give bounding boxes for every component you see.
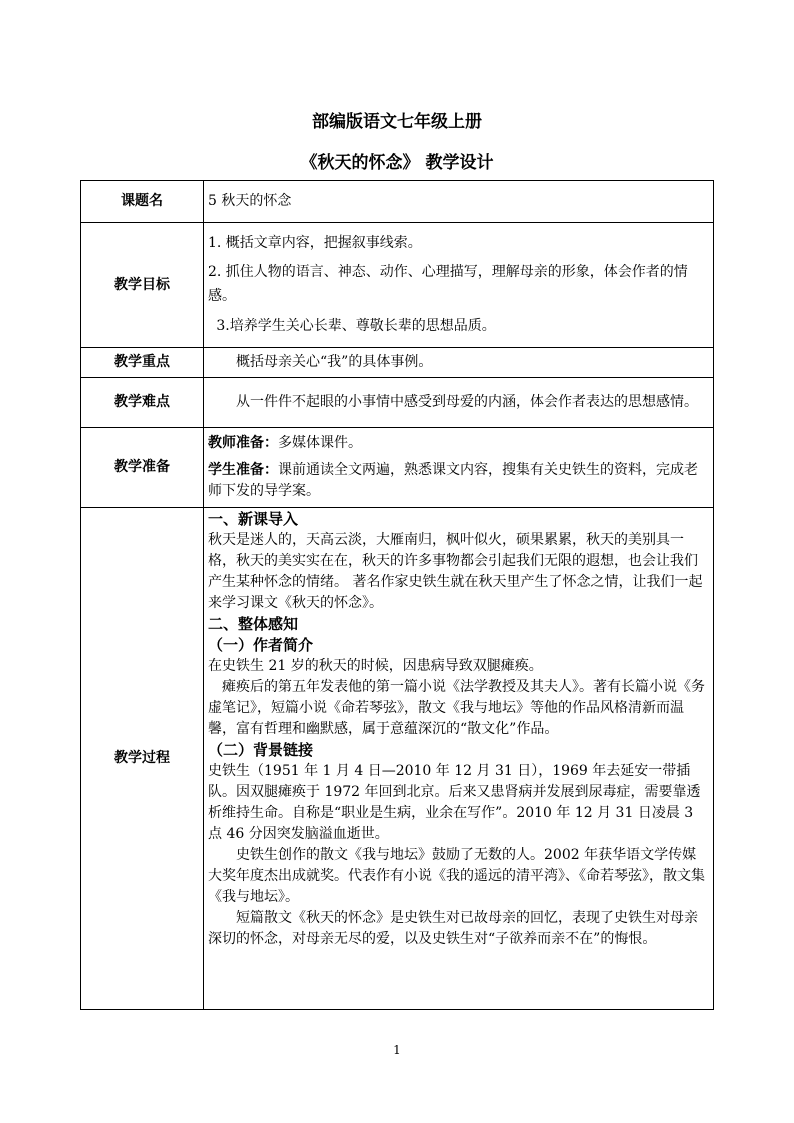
goal-item-3: 3.培养学生关心长辈、尊敬长辈的思想品质。 bbox=[216, 318, 496, 334]
table-row-prep bbox=[81, 428, 714, 508]
author-paragraph-1: 在史铁生 21 岁的秋天的时候，因患病导致双腿瘫痪。 bbox=[208, 658, 543, 674]
background-paragraph-3: 短篇散文《秋天的怀念》是史铁生对已故母亲的回忆，表现了史铁生对母亲深切的怀念，对母亲无尽的爱，以及史铁生对“子欲养而亲不在”的悔恨。 bbox=[208, 910, 698, 947]
goals-content bbox=[204, 223, 714, 348]
student-prep-text: 课前通读全文两遍，熟悉课文内容，搜集有关史铁生的资料，完成老师下发的导学案。 bbox=[208, 462, 698, 499]
background-paragraph-2: 史铁生创作的散文《我与地坛》鼓励了无数的人。2002 年获华语文学传媒大奖年度杰出成就奖。代表作有小说《我的遥远的清平湾》、《命若琴弦》，散文集《我与地坛》。 bbox=[208, 847, 705, 905]
document-title: 部编版语文七年级上册 bbox=[312, 112, 482, 132]
goal-item-2: 2. 抓住人物的语言、神态、动作、心理描写，理解母亲的形象，体会作者的情感。 bbox=[208, 264, 688, 304]
teacher-prep-label: 教师准备： bbox=[208, 435, 278, 451]
student-prep-label: 学生准备： bbox=[208, 462, 278, 478]
prep-content bbox=[204, 428, 714, 508]
process-content bbox=[204, 508, 714, 1010]
table-row-key bbox=[81, 348, 714, 378]
teacher-prep bbox=[208, 433, 709, 454]
table-row-difficulty bbox=[81, 378, 714, 428]
teacher-prep-text: 多媒体课件。 bbox=[278, 435, 362, 451]
intro-paragraph: 秋天是迷人的，天高云淡，大雁南归，枫叶似火，硕果累累，秋天的美别具一格，秋天的美实实在在，秋天的许多事物都会引起我们无限的遐想，也会让我们产生某种怀念的情绪。 著名作家史铁生就在秋天里产生了怀念之情，让我们一起来学习课文《秋天的怀念》。 bbox=[208, 532, 703, 611]
lesson-plan-table bbox=[80, 180, 714, 1010]
goals-label: 教学目标 bbox=[81, 223, 204, 348]
table-row-topic bbox=[81, 181, 714, 223]
document-subtitle: 《秋天的怀念》 教学设计 bbox=[300, 153, 494, 173]
prep-label: 教学准备 bbox=[81, 428, 204, 508]
author-paragraph-2: 瘫痪后的第五年发表他的第一篇小说《法学教授及其夫人》。著有长篇小说《务虚笔记》，短篇小说《命若琴弦》，散文《我与地坛》等他的作品风格清新而温馨，富有哲理和幽默感，属于意蕴深沉的“散文化”作品。 bbox=[208, 679, 705, 737]
key-value: 概括母亲关心“我”的具体事例。 bbox=[204, 348, 714, 378]
table-row-process bbox=[81, 508, 714, 1010]
subheading-author: （一）作者简介 bbox=[208, 636, 314, 654]
key-label: 教学重点 bbox=[81, 348, 204, 378]
goal-item-1: 1. 概括文章内容，把握叙事线索。 bbox=[208, 235, 422, 251]
process-label: 教学过程 bbox=[81, 508, 204, 1010]
section-heading-intro: 一、新课导入 bbox=[208, 510, 299, 528]
student-prep bbox=[208, 460, 709, 502]
topic-label: 课题名 bbox=[81, 181, 204, 223]
subheading-background: （二）背景链接 bbox=[208, 741, 314, 759]
difficulty-label: 教学难点 bbox=[81, 378, 204, 428]
topic-value: 5 秋天的怀念 bbox=[204, 181, 714, 223]
page-number: 1 bbox=[393, 1043, 401, 1057]
background-paragraph-1: 史铁生（1951 年 1 月 4 日—2010 年 12 月 31 日），1969 年去延安一带插队。因双腿瘫痪于 1972 年回到北京。后来又患肾病并发展到尿毒症，需要靠透析维持生命。自称是“职业是生病，业余在写作”。2010 年 12 月 31 日凌晨 3 点 46 分因突发脑溢血逝世。 bbox=[208, 763, 701, 842]
table-row-goals bbox=[81, 223, 714, 348]
section-heading-overview: 二、整体感知 bbox=[208, 615, 299, 633]
difficulty-value: 从一件件不起眼的小事情中感受到母爱的内涵，体会作者表达的思想感情。 bbox=[204, 378, 714, 428]
